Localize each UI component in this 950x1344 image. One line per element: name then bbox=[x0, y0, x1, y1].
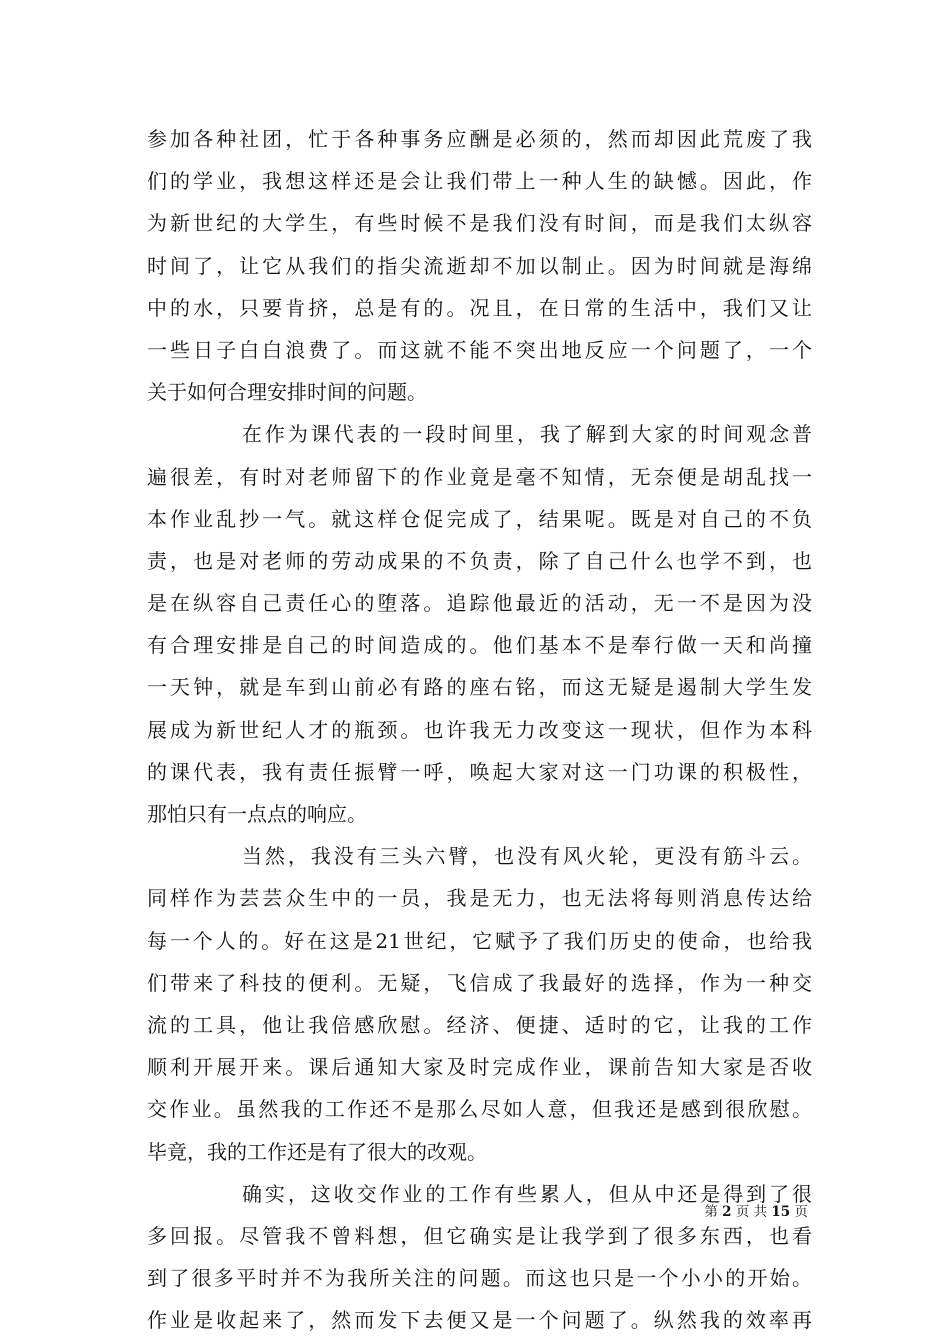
text-line: 同样作为芸芸众生中的一员，我是无力，也无法将每则消息传达给 bbox=[147, 886, 812, 911]
text-line: 流的工具，他让我倍感欣慰。经济、便捷、适时的它，让我的工作 bbox=[147, 1012, 812, 1037]
text-line: 参加各种社团，忙于各种事务应酬是必须的，然而却因此荒废了我 bbox=[147, 127, 812, 151]
paragraph bbox=[147, 413, 812, 835]
text-line: 毕竟，我的工作还是有了很大的改观。 bbox=[147, 1139, 487, 1164]
text-line: 本作业乱抄一气。就这样仓促完成了，结果呢。既是对自己的不负 bbox=[147, 506, 812, 531]
text-line: 时间了，让它从我们的指尖流逝却不加以制止。因为时间就是海绵 bbox=[147, 253, 812, 278]
page-footer bbox=[0, 1203, 808, 1221]
text-line: 每一个人的。好在这是21世纪，它赋予了我们历史的使命，也给我 bbox=[147, 928, 812, 953]
footer-middle: 页 共 bbox=[735, 1204, 768, 1220]
text-line: 是在纵容自己责任心的堕落。追踪他最近的活动，无一不是因为没 bbox=[147, 591, 812, 616]
text-line: 的课代表，我有责任振臂一呼，唤起大家对这一门功课的积极性， bbox=[147, 759, 812, 784]
footer-suffix: 页 bbox=[794, 1204, 808, 1220]
text-line: 责，也是对老师的劳动成果的不负责，除了自己什么也学不到，也 bbox=[147, 548, 812, 573]
text-line: 在作为课代表的一段时间里，我了解到大家的时间观念普 bbox=[242, 422, 812, 447]
text-line: 一些日子白白浪费了。而这就不能不突出地反应一个问题了，一个 bbox=[147, 337, 812, 362]
text-line: 确实，这收交作业的工作有些累人，但从中还是得到了很 bbox=[242, 1181, 812, 1206]
text-line: 顺利开展开来。课后通知大家及时完成作业，课前告知大家是否收 bbox=[147, 1055, 812, 1080]
text-line: 到了很多平时并不为我所关注的问题。而这也只是一个小小的开始。 bbox=[147, 1266, 812, 1291]
text-line: 们的学业，我想这样还是会让我们带上一种人生的缺憾。因此，作 bbox=[147, 169, 812, 194]
current-page-number: 2 bbox=[722, 1204, 732, 1220]
paragraph bbox=[147, 835, 812, 1173]
total-pages-number: 15 bbox=[771, 1204, 791, 1220]
text-line: 一天钟，就是车到山前必有路的座右铭，而这无疑是遏制大学生发 bbox=[147, 675, 812, 700]
document-body bbox=[147, 118, 812, 1341]
text-line: 交作业。虽然我的工作还不是那么尽如人意，但我还是感到很欣慰。 bbox=[147, 1097, 812, 1122]
footer-prefix: 第 bbox=[704, 1204, 718, 1220]
text-line: 为新世纪的大学生，有些时候不是我们没有时间，而是我们太纵容 bbox=[147, 211, 812, 236]
text-line: 关于如何合理安排时间的问题。 bbox=[147, 380, 427, 405]
text-line: 多回报。尽管我不曾料想，但它确实是让我学到了很多东西，也看 bbox=[147, 1223, 812, 1248]
text-line: 中的水，只要肯挤，总是有的。况且，在日常的生活中，我们又让 bbox=[147, 295, 812, 320]
text-line: 展成为新世纪人才的瓶颈。也许我无力改变这一现状，但作为本科 bbox=[147, 717, 812, 742]
paragraph bbox=[147, 1173, 812, 1342]
text-line: 当然，我没有三头六臂，也没有风火轮，更没有筋斗云。 bbox=[242, 844, 812, 869]
text-line: 作业是收起来了，然而发下去便又是一个问题了。纵然我的效率再 bbox=[147, 1308, 812, 1333]
text-line: 有合理安排是自己的时间造成的。他们基本不是奉行做一天和尚撞 bbox=[147, 633, 812, 658]
text-line: 那怕只有一点点的响应。 bbox=[147, 802, 367, 826]
paragraph bbox=[147, 118, 812, 413]
text-line: 遍很差，有时对老师留下的作业竟是毫不知情，无奈便是胡乱找一 bbox=[147, 464, 812, 489]
text-line: 们带来了科技的便利。无疑，飞信成了我最好的选择，作为一种交 bbox=[147, 970, 812, 995]
